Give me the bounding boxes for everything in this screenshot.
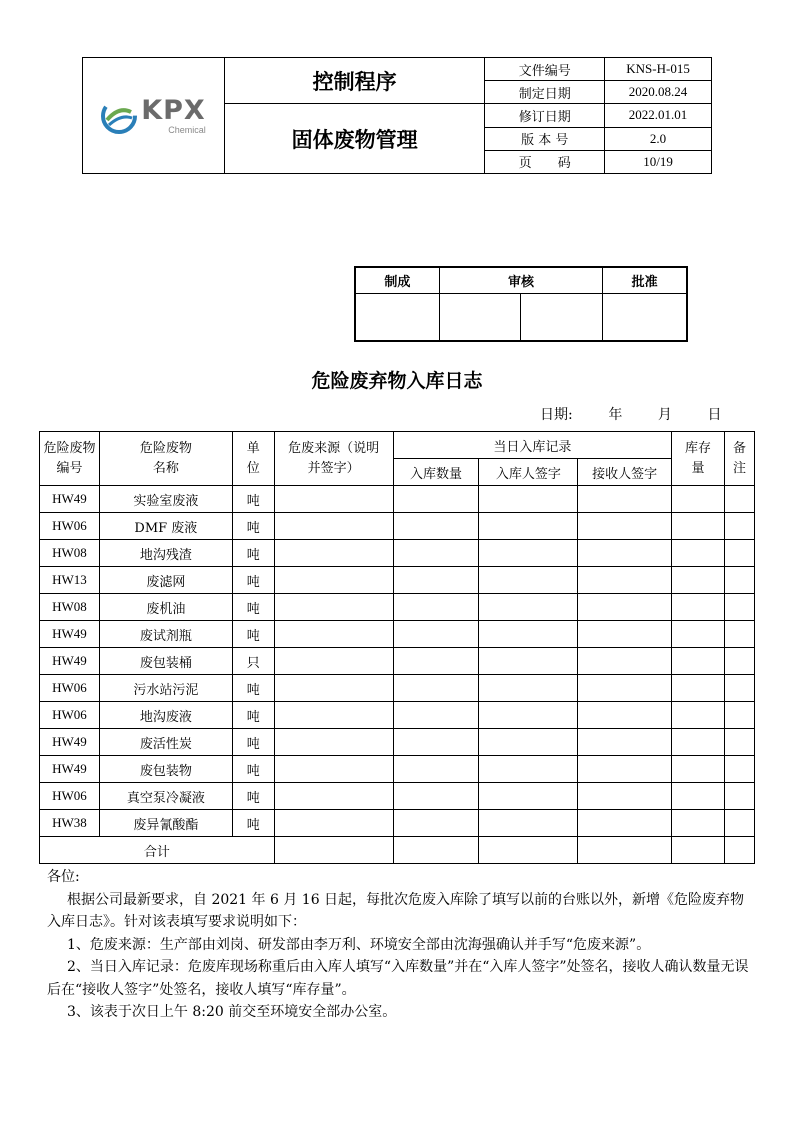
waste-name: 废异氰酸酯 <box>99 810 232 837</box>
receiver-cell[interactable] <box>578 486 672 513</box>
col-header-signer: 入库人签字 <box>479 459 578 486</box>
qty-cell[interactable] <box>393 702 479 729</box>
total-receiver-cell[interactable] <box>578 837 672 864</box>
procedure-type: 控制程序 <box>224 58 484 104</box>
meta-label: 页 码 <box>485 150 605 173</box>
waste-code: HW06 <box>40 513 100 540</box>
note-cell[interactable] <box>724 594 754 621</box>
company-logo <box>83 58 225 174</box>
notes-item: 1、危废来源：生产部由刘岗、研发部由李万利、环境安全部由沈海强确认并手写“危废来源”。 <box>67 936 651 953</box>
kpx-logo-icon <box>101 98 137 134</box>
waste-name: 废活性炭 <box>99 729 232 756</box>
stock-cell[interactable] <box>672 486 725 513</box>
approval-review-label: 审核 <box>439 267 602 293</box>
date-line: 日期: 年 月 日 <box>540 407 722 423</box>
signer-cell[interactable] <box>479 810 578 837</box>
receiver-cell[interactable] <box>578 702 672 729</box>
waste-code: HW49 <box>40 648 100 675</box>
qty-cell[interactable] <box>393 729 479 756</box>
qty-cell[interactable] <box>393 648 479 675</box>
table-row <box>40 594 755 621</box>
waste-name: 废包装桶 <box>99 648 232 675</box>
document-header <box>82 57 712 174</box>
signer-cell[interactable] <box>479 594 578 621</box>
table-row <box>40 675 755 702</box>
stock-cell[interactable] <box>672 729 725 756</box>
meta-value: 10/19 <box>605 150 712 173</box>
waste-code: HW08 <box>40 540 100 567</box>
waste-unit: 吨 <box>232 621 274 648</box>
meta-value: 2022.01.01 <box>605 104 712 127</box>
receiver-cell[interactable] <box>578 810 672 837</box>
signer-cell[interactable] <box>479 729 578 756</box>
receiver-cell[interactable] <box>578 756 672 783</box>
note-cell[interactable] <box>724 729 754 756</box>
stock-cell[interactable] <box>672 621 725 648</box>
total-signer-cell[interactable] <box>479 837 578 864</box>
table-row <box>40 540 755 567</box>
waste-code: HW06 <box>40 702 100 729</box>
waste-unit: 吨 <box>232 756 274 783</box>
signer-cell[interactable] <box>479 756 578 783</box>
stock-cell[interactable] <box>672 648 725 675</box>
note-cell[interactable] <box>724 567 754 594</box>
approval-approve-sign[interactable] <box>603 293 687 341</box>
stock-cell[interactable] <box>672 540 725 567</box>
qty-cell[interactable] <box>393 486 479 513</box>
meta-value: 2.0 <box>605 127 712 150</box>
qty-cell[interactable] <box>393 513 479 540</box>
waste-unit: 吨 <box>232 513 274 540</box>
waste-log-table <box>39 431 755 864</box>
source-cell[interactable] <box>274 675 393 702</box>
note-cell[interactable] <box>724 648 754 675</box>
approval-review-sign-1[interactable] <box>439 293 521 341</box>
col-header-unit: 单位 <box>232 432 274 486</box>
receiver-cell[interactable] <box>578 567 672 594</box>
source-cell[interactable] <box>274 648 393 675</box>
col-header-today-record: 当日入库记录 <box>393 432 671 459</box>
notes-paragraph: 根据公司最新要求，自 2021 年 6 月 16 日起，每批次危废入库除了填写以前的台账以外，新增《危险废弃物入库日志》。针对该表填写要求说明如下： <box>47 891 745 930</box>
document-title: 危险废弃物入库日志 <box>311 370 483 392</box>
source-cell[interactable] <box>274 513 393 540</box>
waste-code: HW13 <box>40 567 100 594</box>
waste-code: HW06 <box>40 783 100 810</box>
waste-code: HW06 <box>40 675 100 702</box>
qty-cell[interactable] <box>393 540 479 567</box>
stock-cell[interactable] <box>672 810 725 837</box>
stock-cell[interactable] <box>672 783 725 810</box>
table-row <box>40 810 755 837</box>
receiver-cell[interactable] <box>578 675 672 702</box>
table-row <box>40 756 755 783</box>
table-row <box>40 648 755 675</box>
note-cell[interactable] <box>724 783 754 810</box>
note-cell[interactable] <box>724 810 754 837</box>
col-header-source: 危废来源（说明并签字） <box>274 432 393 486</box>
notes-item: 2、当日入库记录：危废库现场称重后由入库人填写“入库数量”并在“入库人签字”处签名，接收人确认数量无误后在“接收人签字”处签名，接收人填写“库存量”。 <box>47 959 749 998</box>
receiver-cell[interactable] <box>578 540 672 567</box>
source-cell[interactable] <box>274 729 393 756</box>
note-cell[interactable] <box>724 513 754 540</box>
waste-name: 废试剂瓶 <box>99 621 232 648</box>
receiver-cell[interactable] <box>578 594 672 621</box>
approval-approve-label: 批准 <box>603 267 687 293</box>
col-header-stock: 库存量 <box>672 432 725 486</box>
stock-cell[interactable] <box>672 675 725 702</box>
logo-subtext: Chemical <box>168 124 206 135</box>
signer-cell[interactable] <box>479 621 578 648</box>
signer-cell[interactable] <box>479 486 578 513</box>
total-note-cell[interactable] <box>724 837 754 864</box>
total-label: 合计 <box>40 837 275 864</box>
notes-greeting: 各位: <box>47 869 80 885</box>
approval-review-sign-2[interactable] <box>521 293 603 341</box>
waste-unit: 吨 <box>232 729 274 756</box>
note-cell[interactable] <box>724 486 754 513</box>
total-qty-cell[interactable] <box>393 837 479 864</box>
waste-code: HW08 <box>40 594 100 621</box>
qty-cell[interactable] <box>393 621 479 648</box>
col-header-name: 危险废物名称 <box>99 432 232 486</box>
note-cell[interactable] <box>724 540 754 567</box>
logo-text: KPX <box>141 94 206 126</box>
receiver-cell[interactable] <box>578 783 672 810</box>
table-row <box>40 513 755 540</box>
waste-unit: 吨 <box>232 540 274 567</box>
receiver-cell[interactable] <box>578 648 672 675</box>
signer-cell[interactable] <box>479 513 578 540</box>
notes-section <box>47 866 753 1024</box>
meta-label: 版 本 号 <box>485 127 605 150</box>
meta-label: 文件编号 <box>485 58 605 81</box>
stock-cell[interactable] <box>672 567 725 594</box>
waste-name: 污水站污泥 <box>99 675 232 702</box>
col-header-note: 备注 <box>724 432 754 486</box>
meta-label: 制定日期 <box>485 81 605 104</box>
signer-cell[interactable] <box>479 675 578 702</box>
signer-cell[interactable] <box>479 540 578 567</box>
receiver-cell[interactable] <box>578 513 672 540</box>
waste-name: 真空泵冷凝液 <box>99 783 232 810</box>
qty-cell[interactable] <box>393 783 479 810</box>
table-row <box>40 486 755 513</box>
qty-cell[interactable] <box>393 594 479 621</box>
waste-unit: 吨 <box>232 783 274 810</box>
col-header-code: 危险废物编号 <box>40 432 100 486</box>
receiver-cell[interactable] <box>578 621 672 648</box>
source-cell[interactable] <box>274 621 393 648</box>
waste-name: 废包装物 <box>99 756 232 783</box>
qty-cell[interactable] <box>393 567 479 594</box>
table-row <box>40 702 755 729</box>
waste-unit: 吨 <box>232 702 274 729</box>
col-header-receiver: 接收人签字 <box>578 459 672 486</box>
table-row <box>40 729 755 756</box>
note-cell[interactable] <box>724 702 754 729</box>
source-cell[interactable] <box>274 540 393 567</box>
waste-code: HW49 <box>40 729 100 756</box>
stock-cell[interactable] <box>672 756 725 783</box>
waste-name: DMF 废液 <box>99 513 232 540</box>
source-cell[interactable] <box>274 594 393 621</box>
table-row <box>40 783 755 810</box>
waste-unit: 吨 <box>232 675 274 702</box>
waste-unit: 吨 <box>232 567 274 594</box>
note-cell[interactable] <box>724 621 754 648</box>
waste-code: HW49 <box>40 621 100 648</box>
qty-cell[interactable] <box>393 675 479 702</box>
waste-code: HW49 <box>40 486 100 513</box>
approval-make-sign[interactable] <box>355 293 439 341</box>
stock-cell[interactable] <box>672 594 725 621</box>
waste-name: 地沟残渣 <box>99 540 232 567</box>
waste-name: 废机油 <box>99 594 232 621</box>
note-cell[interactable] <box>724 756 754 783</box>
waste-unit: 只 <box>232 648 274 675</box>
waste-unit: 吨 <box>232 594 274 621</box>
note-cell[interactable] <box>724 675 754 702</box>
waste-code: HW38 <box>40 810 100 837</box>
table-row <box>40 621 755 648</box>
approval-make-label: 制成 <box>355 267 439 293</box>
approval-box <box>354 266 688 342</box>
meta-value: 2020.08.24 <box>605 81 712 104</box>
waste-code: HW49 <box>40 756 100 783</box>
source-cell[interactable] <box>274 567 393 594</box>
source-cell[interactable] <box>274 783 393 810</box>
waste-unit: 吨 <box>232 810 274 837</box>
qty-cell[interactable] <box>393 756 479 783</box>
table-row <box>40 567 755 594</box>
waste-name: 实验室废液 <box>99 486 232 513</box>
signer-cell[interactable] <box>479 702 578 729</box>
qty-cell[interactable] <box>393 810 479 837</box>
source-cell[interactable] <box>274 756 393 783</box>
waste-name: 地沟废液 <box>99 702 232 729</box>
signer-cell[interactable] <box>479 648 578 675</box>
total-source-cell[interactable] <box>274 837 393 864</box>
waste-unit: 吨 <box>232 486 274 513</box>
source-cell[interactable] <box>274 486 393 513</box>
meta-label: 修订日期 <box>485 104 605 127</box>
meta-value: KNS-H-015 <box>605 58 712 81</box>
source-cell[interactable] <box>274 810 393 837</box>
stock-cell[interactable] <box>672 513 725 540</box>
total-stock-cell[interactable] <box>672 837 725 864</box>
procedure-title: 固体废物管理 <box>224 104 484 174</box>
waste-name: 废滤网 <box>99 567 232 594</box>
col-header-qty: 入库数量 <box>393 459 479 486</box>
receiver-cell[interactable] <box>578 729 672 756</box>
signer-cell[interactable] <box>479 567 578 594</box>
signer-cell[interactable] <box>479 783 578 810</box>
notes-item: 3、该表于次日上午 8:20 前交至环境安全部办公室。 <box>67 1004 397 1020</box>
stock-cell[interactable] <box>672 702 725 729</box>
total-row <box>40 837 755 864</box>
source-cell[interactable] <box>274 702 393 729</box>
